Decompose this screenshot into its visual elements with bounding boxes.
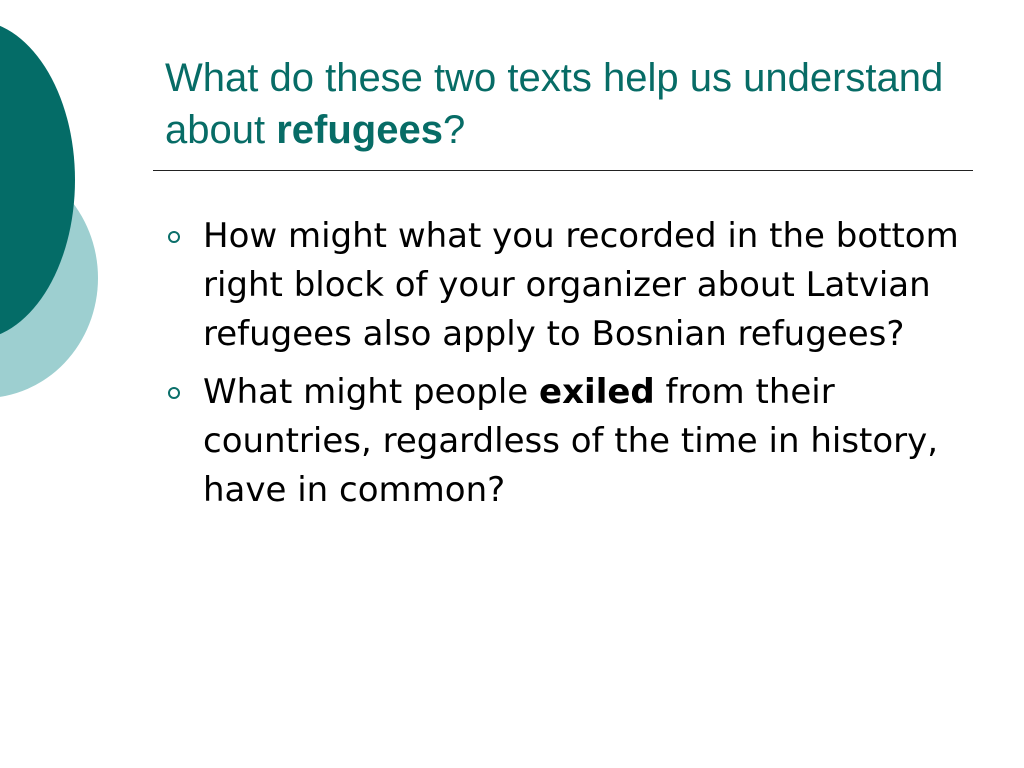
bullet-text-end: from their countries, regardless of the time in history, have in common? — [203, 372, 939, 510]
title-end: ? — [442, 108, 466, 152]
bullet-item — [165, 368, 985, 515]
bullet-emphasis: exiled — [539, 372, 655, 412]
slide-title — [165, 52, 965, 156]
bullet-item — [165, 212, 985, 359]
bullet-text-start: What might people — [203, 372, 540, 412]
bullet-list — [165, 212, 985, 524]
bullet-text: How might what you recorded in the bottom right block of your organizer about Latvian refugees also apply to Bosnian refugees? — [203, 216, 959, 354]
title-divider — [153, 170, 973, 171]
hollow-circle-bullet-icon — [168, 387, 180, 399]
title-emphasis: refugees — [276, 108, 443, 152]
hollow-circle-bullet-icon — [168, 231, 180, 243]
title-text: What do these two texts help us understand about — [165, 56, 944, 152]
